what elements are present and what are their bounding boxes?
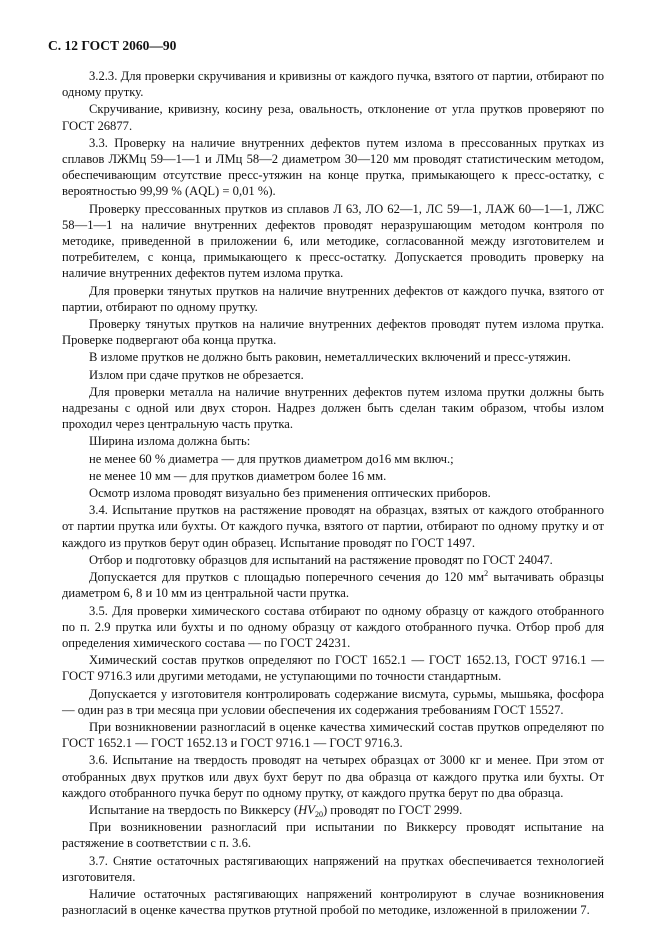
paragraph: Проверку прессованных прутков из сплавов Л 63, ЛО 62—1, ЛС 59—1, ЛАЖ 60—1—1, ЛЖС 58—1—1 на наличие внутренних дефектов проводят неразрушающим методом контроля по методике, приведенной в приложении 6, или методике, согласованной между изготовителем и потребителем, с конца, примыкающего к пресс-остатку. Допускается проводить проверку на наличие внутренних дефектов путем излома прутка. [62, 201, 604, 281]
paragraph: 3.4. Испытание прутков на растяжение проводят на образцах, взятых от каждого отобранного от партии прутка или бухты. От каждого пучка, взятого от партии, отбирают по одному прутку и от каждого из прутков берут один образец. Испытание проводят по ГОСТ 1497. [62, 503, 604, 550]
paragraph-area [62, 569, 604, 601]
paragraph: При возникновении разногласий в оценке качества химический состав прутков определяют по ГОСТ 1652.1 — ГОСТ 1652.13 и ГОСТ 9716.1 — ГОСТ 9716.3. [62, 719, 604, 751]
paragraph: При возникновении разногласий при испытании по Виккерсу проводят испытание на растяжение в соответствии с п. 3.6. [62, 820, 604, 851]
paragraph: не менее 10 мм — для прутков диаметром более 16 мм. [89, 468, 387, 483]
document-body [62, 68, 604, 919]
paragraph: не менее 60 % диаметра — для прутков диаметром до16 мм включ.; [89, 451, 454, 466]
paragraph: Излом при сдаче прутков не обрезается. [89, 367, 304, 382]
paragraph: Для проверки металла на наличие внутренних дефектов путем излома прутки должны быть надрезаны с одной или двух сторон. Надрез должен быть сделан таким образом, чтобы излом проходил через центральную часть прутка. [62, 384, 604, 432]
text: вытачивать образцы диаметром 6, 8 и 10 мм из центральной части прутка. [62, 570, 604, 601]
subscript: 20 [314, 809, 323, 819]
paragraph: Допускается у изготовителя контролировать содержание висмута, сурьмы, мышьяка, фосфора — один раз в три месяца при условии обеспечения их содержания требованиям ГОСТ 15527. [62, 686, 604, 717]
paragraph: Проверку тянутых прутков на наличие внутренних дефектов проводят путем излома прутка. Проверке подвергают оба конца прутка. [62, 317, 604, 348]
paragraph: 3.3. Проверку на наличие внутренних дефектов путем излома в прессованных прутках из сплавов ЛЖМц 59—1—1 и ЛМц 58—2 диаметром 30—120 мм проводят статистическим методом, обеспечивающим отсутствие пресс-утяжин на конце прутка, примыкающего к пресс-остатку, с вероятностью 99,99 % (AQL) = 0,01 %). [62, 135, 604, 199]
paragraph: 3.5. Для проверки химического состава отбирают по одному образцу от каждого отобранного по п. 2.9 прутка или бухты и по одному образцу от каждого отобранного пучка. Отбор проб для определения химического состава — по ГОСТ 24231. [62, 603, 604, 650]
paragraph: В изломе прутков не должно быть раковин, неметаллических включений и пресс-утяжин. [89, 350, 571, 365]
text: Испытание на твердость по Виккерсу ( [89, 802, 299, 817]
paragraph: 3.6. Испытание на твердость проводят на четырех образцах от 3000 кг и менее. При этом от отобранных двух прутков или двух бухт берут по два образца от каждого прутка или бухты. От каждого отобранного пучка берут по одному прутку, от каждого прутка берут по два образца. [62, 753, 604, 800]
text: ) проводят по ГОСТ 2999. [322, 802, 463, 817]
page-header: С. 12 ГОСТ 2060—90 [48, 38, 177, 53]
paragraph: 3.7. Снятие остаточных растягивающих напряжений на прутках обеспечивается технологией изготовителя. [62, 853, 604, 884]
paragraph: Осмотр излома проводят визуально без применения оптических приборов. [89, 486, 491, 501]
paragraph: 3.2.3. Для проверки скручивания и кривизны от каждого пучка, взятого от партии, отбирают по одному прутку. [62, 69, 604, 100]
paragraph: Скручивание, кривизну, косину реза, овальность, отклонение от угла прутков проверяют по ГОСТ 26877. [62, 102, 604, 133]
paragraph: Для проверки тянутых прутков на наличие внутренних дефектов от каждого пучка, взятого от партии, отбирают по одному прутку. [62, 283, 604, 314]
superscript: 2 [484, 569, 489, 579]
paragraph: Ширина излома должна быть: [89, 434, 251, 449]
text: Допускается для прутков с площадью поперечного сечения до 120 мм [89, 570, 485, 585]
paragraph-vickers [62, 802, 604, 818]
hv-symbol: HV [298, 802, 315, 817]
paragraph: Химический состав прутков определяют по ГОСТ 1652.1 — ГОСТ 1652.13, ГОСТ 9716.1 — ГОСТ 9716.3 или другими методами, не уступающими по точности стандартным. [62, 653, 604, 684]
paragraph: Отбор и подготовку образцов для испытаний на растяжение проводят по ГОСТ 24047. [89, 552, 553, 567]
paragraph: Наличие остаточных растягивающих напряжений контролируют в случае возникновения разногласий в оценке качества прутков ртутной пробой по методике, изложенной в приложении 7. [62, 886, 604, 918]
